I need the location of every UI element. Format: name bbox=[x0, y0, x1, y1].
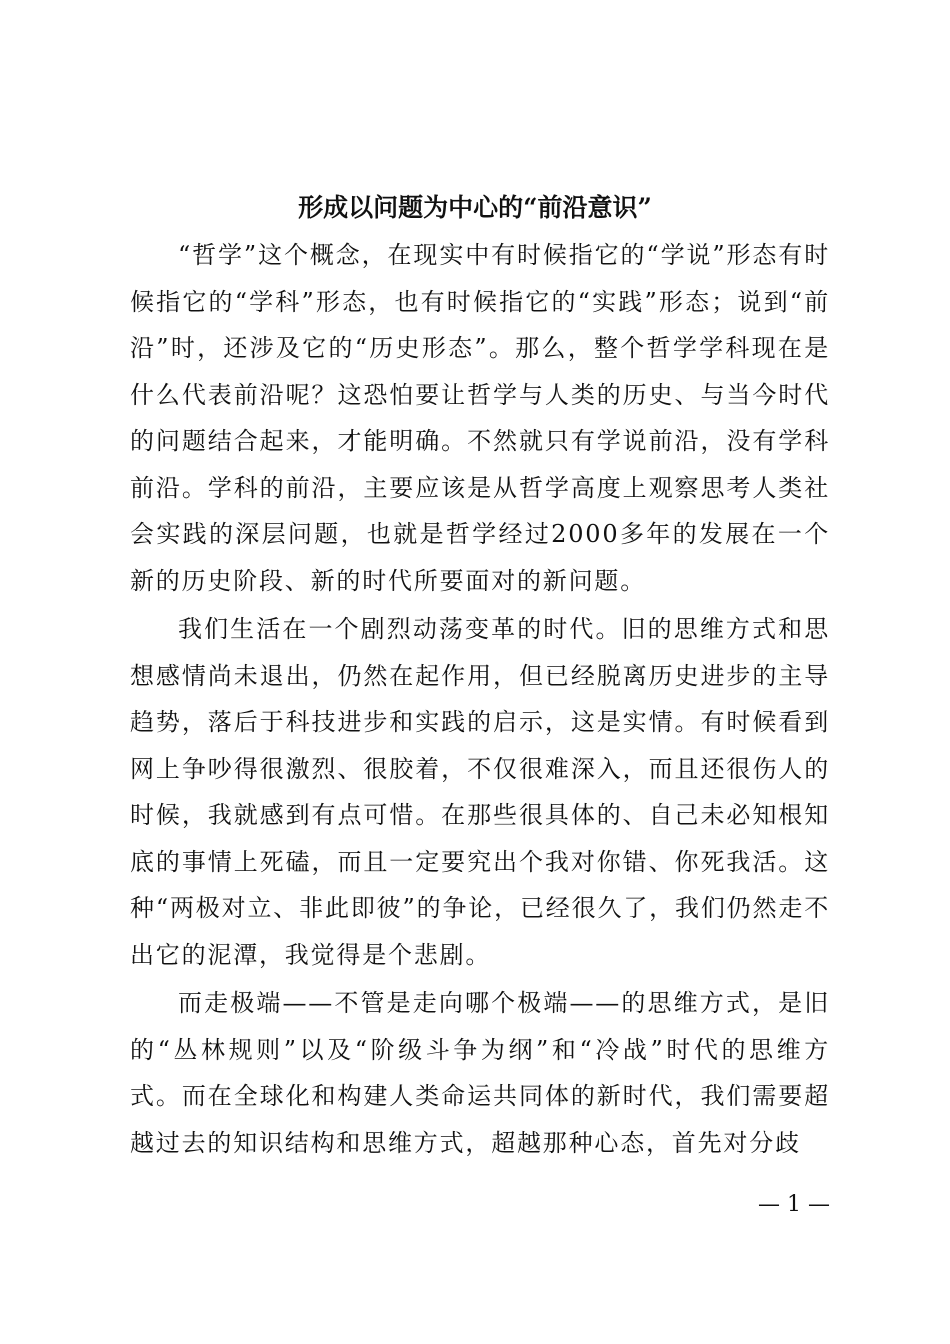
document-title: 形成以问题为中心的“前沿意识” bbox=[298, 193, 652, 222]
paragraph-2: 我们生活在一个剧烈动荡变革的时代。旧的思维方式和思想感情尚未退出，仍然在起作用，但已经脱离历史进步的主导趋势，落后于科技进步和实践的启示，这是实情。有时候看到网上争吵得很激烈、很胶着，不仅很难深入，而且还很伤人的时候，我就感到有点可惜。在那些很具体的、自己未必知根知底的事情上死磕，而且一定要究出个我对你错、你死我活。这种“两极对立、非此即彼”的争论，已经很久了，我们仍然走不出它的泥潭，我觉得是个悲剧。 bbox=[130, 615, 830, 969]
document-body bbox=[130, 232, 830, 1166]
page-number: — 1 — bbox=[758, 1192, 830, 1217]
paragraph-1: “哲学”这个概念，在现实中有时候指它的“学说”形态有时候指它的“学科”形态，也有时候指它的“实践”形态；说到“前沿”时，还涉及它的“历史形态”。那么，整个哲学学科现在是什么代表前沿呢？这恐怕要让哲学与人类的历史、与当今时代的问题结合起来，才能明确。不然就只有学说前沿，没有学科前沿。学科的前沿，主要应该是从哲学高度上观察思考人类社会实践的深层问题，也就是哲学经过2000多年的发展在一个新的历史阶段、新的时代所要面对的新问题。 bbox=[130, 241, 830, 595]
paragraph-3: 而走极端——不管是走向哪个极端——的思维方式，是旧的“丛林规则”以及“阶级斗争为纲”和“冷战”时代的思维方式。而在全球化和构建人类命运共同体的新时代，我们需要超越过去的知识结构和思维方式，超越那种心态，首先对分歧 bbox=[130, 989, 830, 1157]
